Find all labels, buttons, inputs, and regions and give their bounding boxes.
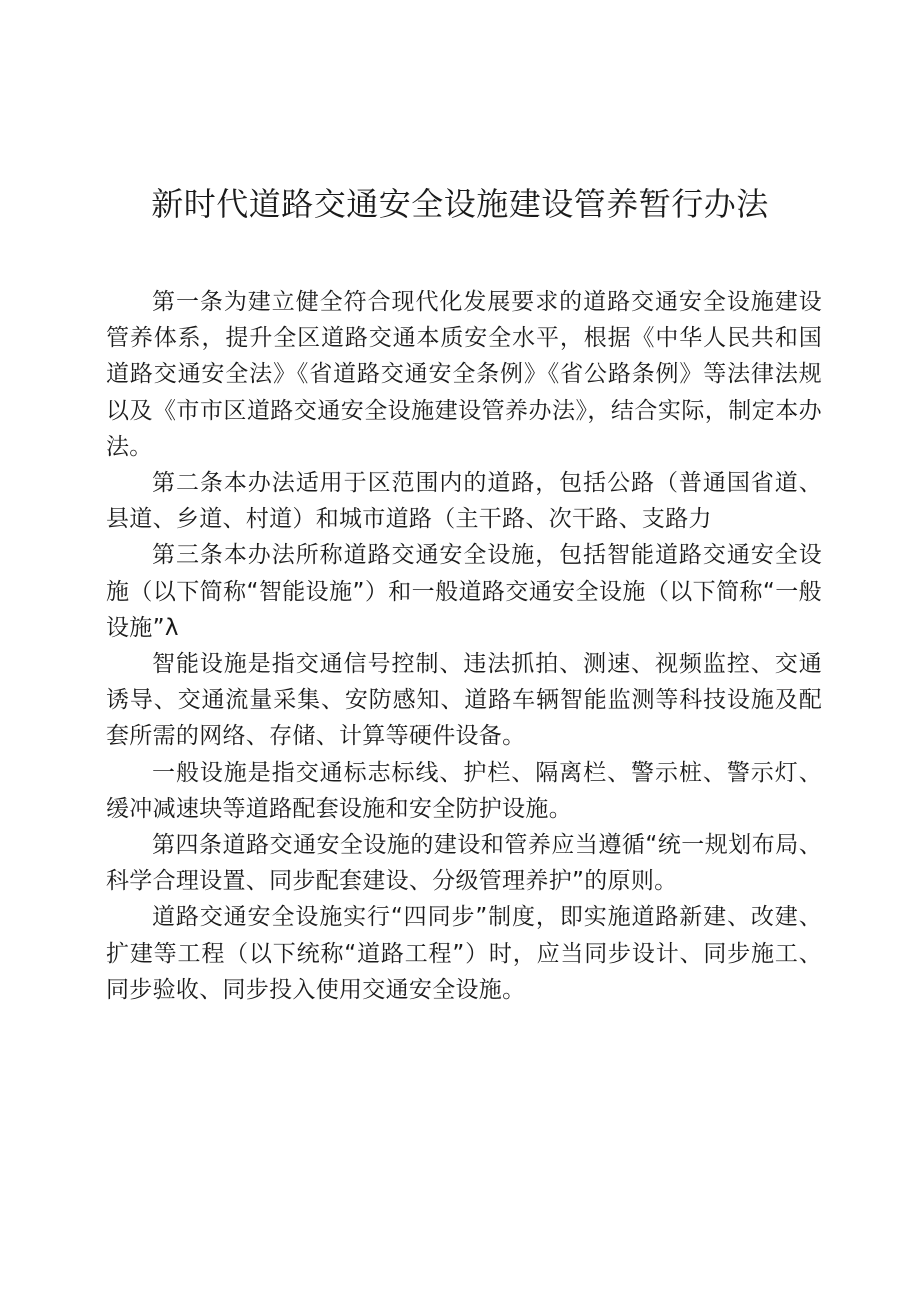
- article-3-paragraph: 第三条本办法所称道路交通安全设施，包括智能道路交通安全设施（以下简称“智能设施”）和一般道路交通安全设施（以下简称“一般设施”λ: [106, 542, 822, 641]
- four-synchronization-paragraph: 道路交通安全设施实行“四同步”制度，即实施道路新建、改建、扩建等工程（以下统称“道路工程”）时，应当同步设计、同步施工、同步验收、同步投入使用交通安全设施。: [106, 904, 822, 1003]
- article-4-paragraph: 第四条道路交通安全设施的建设和管养应当遵循“统一规划布局、科学合理设置、同步配套建设、分级管理养护”的原则。: [106, 832, 822, 895]
- smart-facilities-paragraph: 智能设施是指交通信号控制、违法抓拍、测速、视频监控、交通诱导、交通流量采集、安防感知、道路车辆智能监测等科技设施及配套所需的网络、存储、计算等硬件设备。: [106, 651, 822, 750]
- article-1-paragraph: 第一条为建立健全符合现代化发展要求的道路交通安全设施建设管养体系，提升全区道路交通本质安全水平，根据《中华人民共和国道路交通安全法》《省道路交通安全条例》《省公路条例》等法律法规以及《市市区道路交通安全设施建设管养办法》，结合实际，制定本办法。: [106, 289, 822, 460]
- article-2-paragraph: 第二条本办法适用于区范围内的道路，包括公路（普通国省道、县道、乡道、村道）和城市道路（主干路、次干路、支路力: [106, 470, 822, 533]
- general-facilities-paragraph: 一般设施是指交通标志标线、护栏、隔离栏、警示桩、警示灯、缓冲减速块等道路配套设施和安全防护设施。: [106, 759, 822, 822]
- document-body: [106, 284, 822, 1008]
- document-title: 新时代道路交通安全设施建设管养暂行办法: [151, 185, 769, 223]
